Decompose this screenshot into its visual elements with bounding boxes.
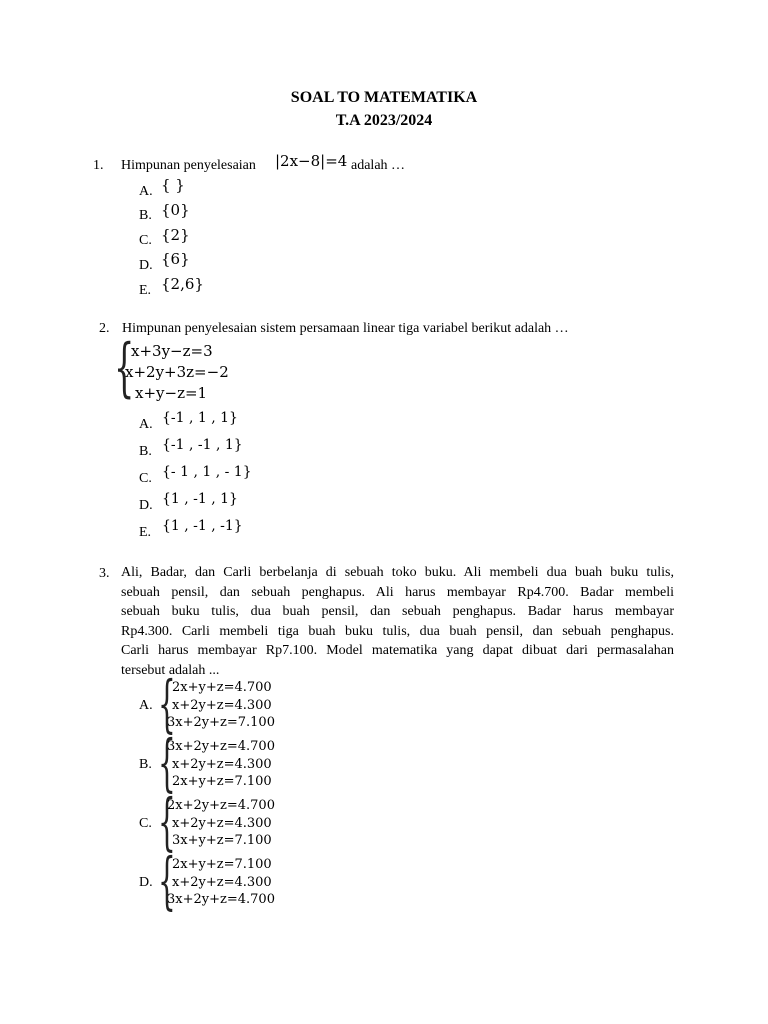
system-equation: x+y−z=1 [135, 384, 208, 402]
question-number: 2. [99, 321, 110, 336]
option-value: {0} [161, 201, 190, 219]
system-equation: x+3y−z=3 [131, 342, 213, 360]
system-equation: 3x+2y+z=4.700 [167, 892, 275, 907]
system-equation: 2x+y+z=4.700 [172, 680, 272, 695]
option-value: {-1 , 1 , 1} [162, 410, 238, 426]
system-equation: x+2y+z=4.300 [172, 756, 272, 772]
system-equation: 3x+2y+z=4.700 [167, 739, 275, 754]
system-brace: { [158, 844, 176, 917]
system-brace: { [158, 726, 176, 799]
option-label: C. [139, 233, 152, 248]
option-value: {6} [161, 250, 190, 268]
text-line: Carli harus membayar Rp7.100. Model matematika yang dapat dibuat dari permasalahan [121, 643, 674, 658]
option-label: C. [139, 471, 152, 486]
option-label: A. [139, 698, 153, 713]
system [167, 856, 275, 909]
option-value: {- 1 , 1 , - 1} [162, 464, 252, 480]
option-value: {-1 , -1 , 1} [162, 437, 243, 453]
question-number: 3. [99, 566, 110, 581]
system-brace: { [114, 331, 135, 405]
system [167, 679, 275, 732]
option-label: B. [139, 757, 152, 772]
option-label: A. [139, 417, 153, 432]
system-equation: 3x+y+z=7.100 [172, 833, 272, 848]
page-subtitle: T.A 2023/2024 [335, 112, 433, 129]
system-equation: x+2y+3z=−2 [125, 363, 229, 381]
text-line: sebuah buku tulis, dua buah pensil, dan sebuah penghapus. Badar harus membayar [121, 604, 674, 619]
text-line: tersebut adalah ... [121, 662, 220, 678]
option-label: E. [139, 525, 152, 540]
system-equation: x+2y+z=4.300 [172, 697, 272, 713]
option-label: D. [139, 258, 153, 273]
equation: |2x−8|=4 [275, 152, 348, 170]
question-suffix: adalah … [351, 158, 406, 173]
option-value: {2,6} [161, 275, 204, 293]
system-equation: x+2y+z=4.300 [172, 874, 272, 890]
system-equation: 2x+y+z=7.100 [172, 857, 272, 872]
system [167, 738, 275, 791]
question-text [121, 563, 674, 680]
option-value: {1 , -1 , -1} [162, 518, 243, 534]
option-label: B. [139, 444, 152, 459]
option-value: {1 , -1 , 1} [162, 491, 238, 507]
system-brace: { [158, 785, 176, 858]
option-label: C. [139, 816, 152, 831]
system-brace: { [158, 667, 176, 740]
system-equation: 2x+y+z=7.100 [172, 774, 272, 789]
question-number: 1. [93, 158, 104, 173]
page-title: SOAL TO MATEMATIKA [290, 89, 478, 106]
system-equation: 3x+2y+z=7.100 [167, 715, 275, 730]
option-value: { } [161, 176, 185, 194]
option-label: A. [139, 184, 153, 199]
text-line: Ali, Badar, dan Carli berbelanja di sebuah toko buku. Ali membeli dua buah buku tulis, [121, 565, 674, 580]
system-equation: 2x+2y+z=4.700 [167, 798, 275, 813]
option-label: D. [139, 498, 153, 513]
option-label: E. [139, 283, 152, 298]
system-equation: x+2y+z=4.300 [172, 815, 272, 831]
option-label: D. [139, 875, 153, 890]
option-value: {2} [161, 226, 190, 244]
question-prefix: Himpunan penyelesaian [121, 158, 256, 173]
system [167, 797, 275, 850]
question-text: Himpunan penyelesaian sistem persamaan linear tiga variabel berikut adalah … [122, 321, 569, 336]
option-label: B. [139, 208, 152, 223]
text-line: sebuah pensil, dan sebuah penghapus. Ali harus membayar Rp4.700. Badar membeli [121, 584, 674, 600]
text-line: Rp4.300. Carli membeli tiga buah buku tulis, dua buah pensil, dan sebuah penghapus. [121, 623, 674, 639]
